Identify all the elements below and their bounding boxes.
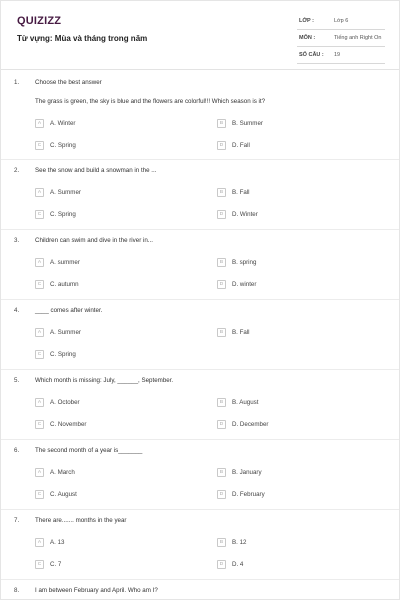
option-letter-box: D <box>217 560 226 569</box>
option-label: A. summer <box>50 259 80 266</box>
option-letter-box: D <box>217 280 226 289</box>
worksheet-meta <box>297 13 385 64</box>
option-label: C. autumn <box>50 281 79 288</box>
meta-row-class <box>297 13 385 30</box>
option-letter-box: C <box>35 420 44 429</box>
question-divider <box>1 579 399 580</box>
meta-value: Lớp 6 <box>334 18 349 24</box>
option-letter-box: C <box>35 210 44 219</box>
worksheet-title: Từ vựng: Mùa và tháng trong năm <box>17 34 148 43</box>
meta-key: LỚP : <box>299 18 314 24</box>
option-label: C. Spring <box>50 211 76 218</box>
option-label: A. Winter <box>50 120 76 127</box>
option-label: B. 12 <box>232 539 247 546</box>
question-number: 4. <box>14 307 20 314</box>
question-divider <box>1 369 399 370</box>
option-label: B. Summer <box>232 120 263 127</box>
option-label: C. August <box>50 491 77 498</box>
option-label: A. Summer <box>50 329 81 336</box>
question-divider <box>1 299 399 300</box>
option-letter-box: A <box>35 468 44 477</box>
option-letter-box: D <box>217 490 226 499</box>
option-letter-box: B <box>217 328 226 337</box>
question-number: 7. <box>14 517 20 524</box>
option-letter-box: A <box>35 258 44 267</box>
option-label: A. October <box>50 399 80 406</box>
option-letter-box: C <box>35 350 44 359</box>
option-letter-box: B <box>217 119 226 128</box>
question-number: 6. <box>14 447 20 454</box>
option-label: D. winter <box>232 281 257 288</box>
option-label: B. January <box>232 469 262 476</box>
meta-value: Tiếng anh Right On <box>334 35 382 41</box>
option-letter-box: C <box>35 280 44 289</box>
option-label: D. February <box>232 491 265 498</box>
question-prompt: Choose the best answer <box>35 79 102 86</box>
option-letter-box: B <box>217 188 226 197</box>
option-letter-box: A <box>35 398 44 407</box>
option-label: D. December <box>232 421 269 428</box>
meta-key: MÔN : <box>299 35 316 41</box>
question-divider <box>1 229 399 230</box>
option-letter-box: C <box>35 141 44 150</box>
option-label: D. Winter <box>232 211 258 218</box>
option-letter-box: A <box>35 538 44 547</box>
option-letter-box: C <box>35 490 44 499</box>
option-letter-box: A <box>35 119 44 128</box>
question-prompt: The second month of a year is_______ <box>35 447 143 454</box>
option-letter-box: A <box>35 328 44 337</box>
option-label: C. Spring <box>50 351 76 358</box>
option-label: B. Fall <box>232 329 250 336</box>
question-prompt: ____ comes after winter. <box>35 307 103 314</box>
question-number: 2. <box>14 167 20 174</box>
question-number: 3. <box>14 237 20 244</box>
quizizz-logo: QUIZIZZ <box>17 15 62 27</box>
question-divider <box>1 159 399 160</box>
question-prompt: Which month is missing: July, ______, September. <box>35 377 174 384</box>
question-text: The grass is green, the sky is blue and the flowers are colorful!!! Which season is it? <box>35 98 266 105</box>
meta-value: 19 <box>334 52 341 58</box>
option-label: B. spring <box>232 259 257 266</box>
question-prompt: See the snow and build a snowman in the ... <box>35 167 157 174</box>
option-letter-box: D <box>217 141 226 150</box>
option-letter-box: B <box>217 538 226 547</box>
option-label: C. 7 <box>50 561 62 568</box>
option-letter-box: D <box>217 420 226 429</box>
option-letter-box: A <box>35 188 44 197</box>
question-prompt: There are....... months in the year <box>35 517 127 524</box>
option-label: A. Summer <box>50 189 81 196</box>
meta-row-subject <box>297 30 385 47</box>
option-label: B. Fall <box>232 189 250 196</box>
option-label: C. November <box>50 421 87 428</box>
option-letter-box: C <box>35 560 44 569</box>
question-number: 1. <box>14 79 20 86</box>
question-prompt: Children can swim and dive in the river in... <box>35 237 153 244</box>
meta-row-count <box>297 47 385 64</box>
option-label: C. Spring <box>50 142 76 149</box>
option-letter-box: B <box>217 468 226 477</box>
header-divider <box>1 69 399 70</box>
meta-key: SỐ CÂU : <box>299 52 324 58</box>
option-label: D. 4 <box>232 561 244 568</box>
option-letter-box: D <box>217 210 226 219</box>
option-label: B. August <box>232 399 259 406</box>
option-label: A. March <box>50 469 75 476</box>
question-prompt: I am between February and April. Who am I? <box>35 587 158 594</box>
question-divider <box>1 509 399 510</box>
question-divider <box>1 439 399 440</box>
option-letter-box: B <box>217 258 226 267</box>
option-label: A. 13 <box>50 539 65 546</box>
option-letter-box: B <box>217 398 226 407</box>
question-number: 5. <box>14 377 20 384</box>
option-label: D. Fall <box>232 142 250 149</box>
question-number: 8. <box>14 587 20 594</box>
